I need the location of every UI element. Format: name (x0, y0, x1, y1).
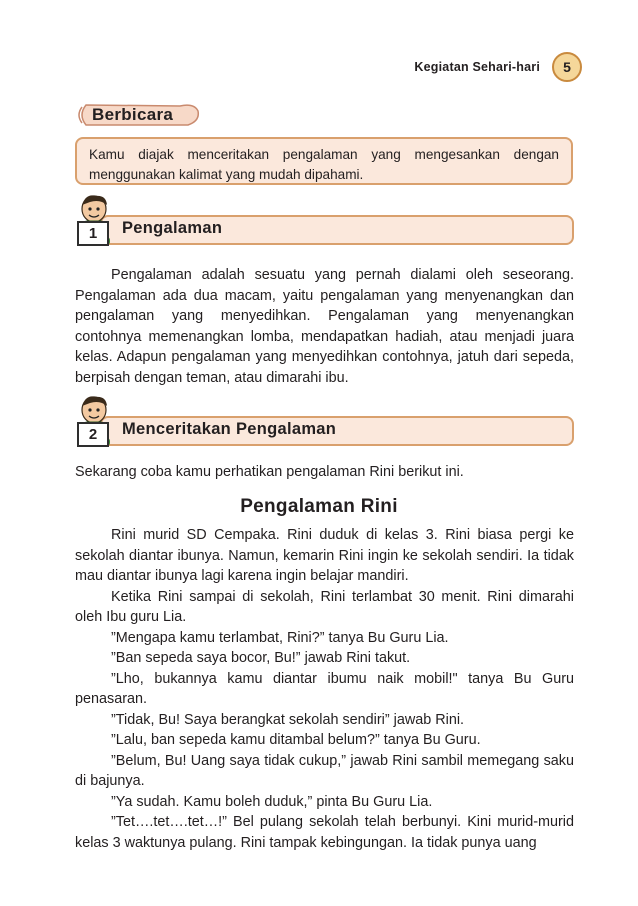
story-paragraph: ”Lho, bukannya kamu diantar ibumu naik mobil!" tanya Bu Guru penasaran. (75, 670, 574, 707)
page-header (414, 52, 582, 82)
page-number-badge: 5 (552, 52, 582, 82)
section-1-paragraph: Pengalaman adalah sesuatu yang pernah dialami oleh seseorang. Pengalaman ada dua macam, yaitu pengalaman yang menyenangkan dan pengalaman yang menyedihkan. Pengalaman yang menyenangkan contohnya memenangkan lomba, mendapatkan hadiah, atau menjadi juara kelas. Adapun pengalaman yang menyedihkan contohnya, jatuh dari sepeda, berpisah dengan teman, atau dimarahi ibu. (75, 267, 574, 386)
story-body (75, 525, 574, 853)
story-title: Pengalaman Rini (240, 496, 398, 517)
section-1-title: Pengalaman (122, 219, 223, 237)
section-2-title: Menceritakan Pengalaman (122, 420, 337, 438)
story-paragraph: ”Ban sepeda saya bocor, Bu!” jawab Rini takut. (111, 650, 411, 666)
section-2-number: 2 (77, 422, 109, 447)
story-paragraph: ”Lalu, ban sepeda kamu ditambal belum?” tanya Bu Guru. (111, 732, 481, 748)
berbicara-text: Berbicara (92, 105, 174, 124)
story-paragraph: ”Mengapa kamu terlambat, Rini?” tanya Bu Guru Lia. (111, 629, 449, 646)
story-paragraph: Rini murid SD Cempaka. Rini duduk di kelas 3. Rini biasa pergi ke sekolah diantar ibunya. Namun, kemarin Rini ingin ke sekolah sendiri. Ia tidak mau diantar ibunya lagi karena ingin belajar mandiri. (75, 527, 574, 584)
section-2-intro: Sekarang coba kamu perhatikan pengalaman Rini berikut ini. (75, 464, 464, 480)
story-paragraph: ”Ya sudah. Kamu boleh duduk,” pinta Bu Guru Lia. (111, 793, 433, 810)
section-1-number: 1 (77, 221, 109, 246)
chapter-title: Kegiatan Sehari-hari (414, 60, 540, 74)
story-paragraph: ”Belum, Bu! Uang saya tidak cukup,” jawab Rini sambil memegang saku di bajunya. (75, 752, 574, 789)
section-1-body (75, 265, 574, 388)
story-paragraph: ”Tidak, Bu! Saya berangkat sekolah sendiri” jawab Rini. (111, 711, 465, 728)
berbicara-label-banner (76, 101, 202, 129)
intro-box: Kamu diajak menceritakan pengalaman yang mengesankan dengan menggunakan kalimat yang mudah dipahami. (75, 137, 573, 185)
story-paragraph: ”Tet….tet….tet…!” Bel pulang sekolah telah berbunyi. Kini murid-murid kelas 3 waktunya pulang. Rini tampak kebingungan. Ia tidak punya uang (75, 814, 574, 851)
story-paragraph: Ketika Rini sampai di sekolah, Rini terlambat 30 menit. Rini dimarahi oleh Ibu guru Lia. (75, 588, 574, 625)
